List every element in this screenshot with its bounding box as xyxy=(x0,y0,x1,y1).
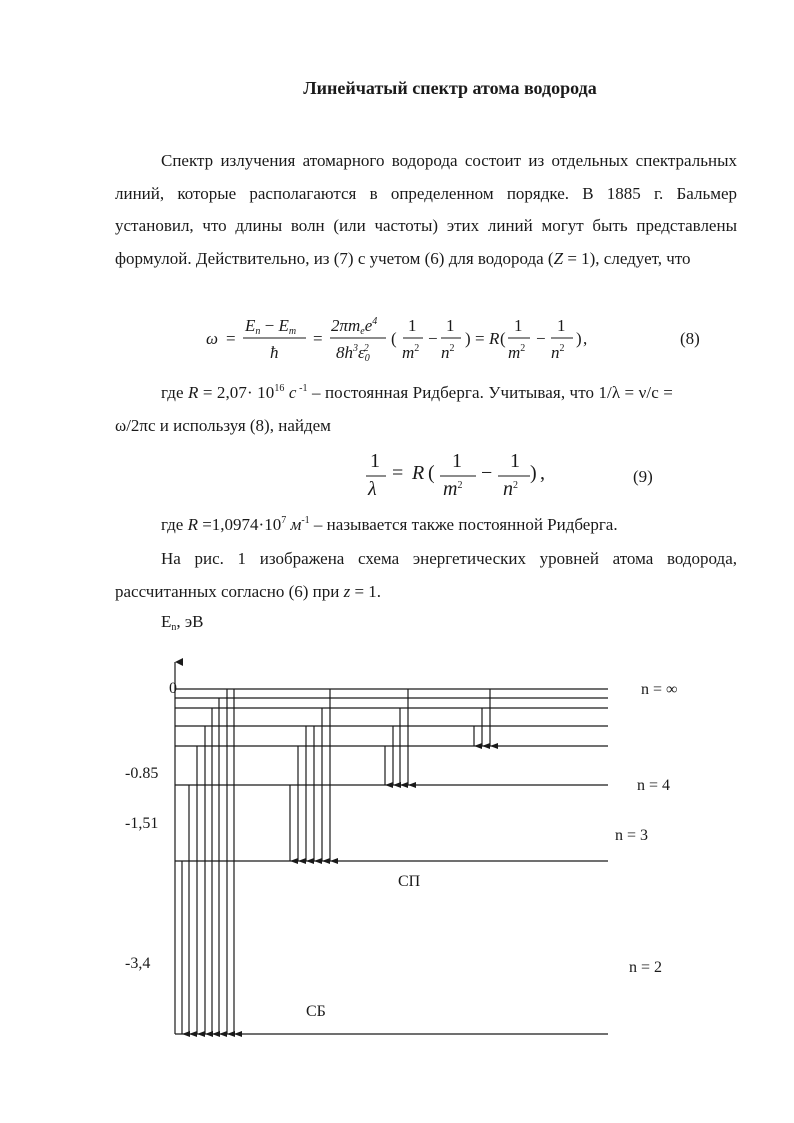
axis-label: $E_n$, эВ xyxy=(161,612,204,633)
energy-label-n4: -0.85 xyxy=(125,765,159,782)
paragraph-intro: Спектр излучения атомарного водорода состоит из отдельных спектральных линий, которые располагаются в определенном порядке. В 1885 г. Бальмер установил, что длины волн (или частоты) этих линий могут быть представлены формулой. Действительно, из (7) с учетом (6) для водорода (Z = 1), следует, что xyxy=(115,151,737,268)
energy-label-0: 0 xyxy=(169,680,177,697)
page-title: Линейчатый спектр атома водорода xyxy=(303,78,597,98)
paragraph-rydberg-1: где $R = 2,07\cdot 10^{16}$ c $^{-1}$ – постоянная Ридберга. Учитывая, что 1/λ = ν/c = xyxy=(161,383,673,402)
equation-number-8: (8) xyxy=(680,329,700,348)
series-label-balmer: СБ xyxy=(306,1003,326,1020)
level-label-infinity: n = ∞ xyxy=(641,681,678,698)
energy-label-n2: -3,4 xyxy=(125,955,151,972)
level-label-n4: n = 4 xyxy=(637,777,671,794)
paragraph-rydberg-2: ω/2πc и используя (8), найдем xyxy=(115,416,331,435)
level-label-n2: n = 2 xyxy=(629,959,663,976)
paragraph-figure-ref: На рис. 1 изображена схема энергетических уровней атома водорода, рассчитанных согласно (6) при z = 1. xyxy=(115,549,737,601)
level-label-n3: n = 3 xyxy=(615,827,649,844)
paragraph-rydberg-3: где $R =1,0974\cdot 10^7$ $м^{-1}$ – называется также постоянной Ридберга. xyxy=(161,515,618,534)
equation-number-9: (9) xyxy=(633,467,653,486)
energy-label-n3: -1,51 xyxy=(125,815,159,832)
series-label-paschen: СП xyxy=(398,873,421,890)
